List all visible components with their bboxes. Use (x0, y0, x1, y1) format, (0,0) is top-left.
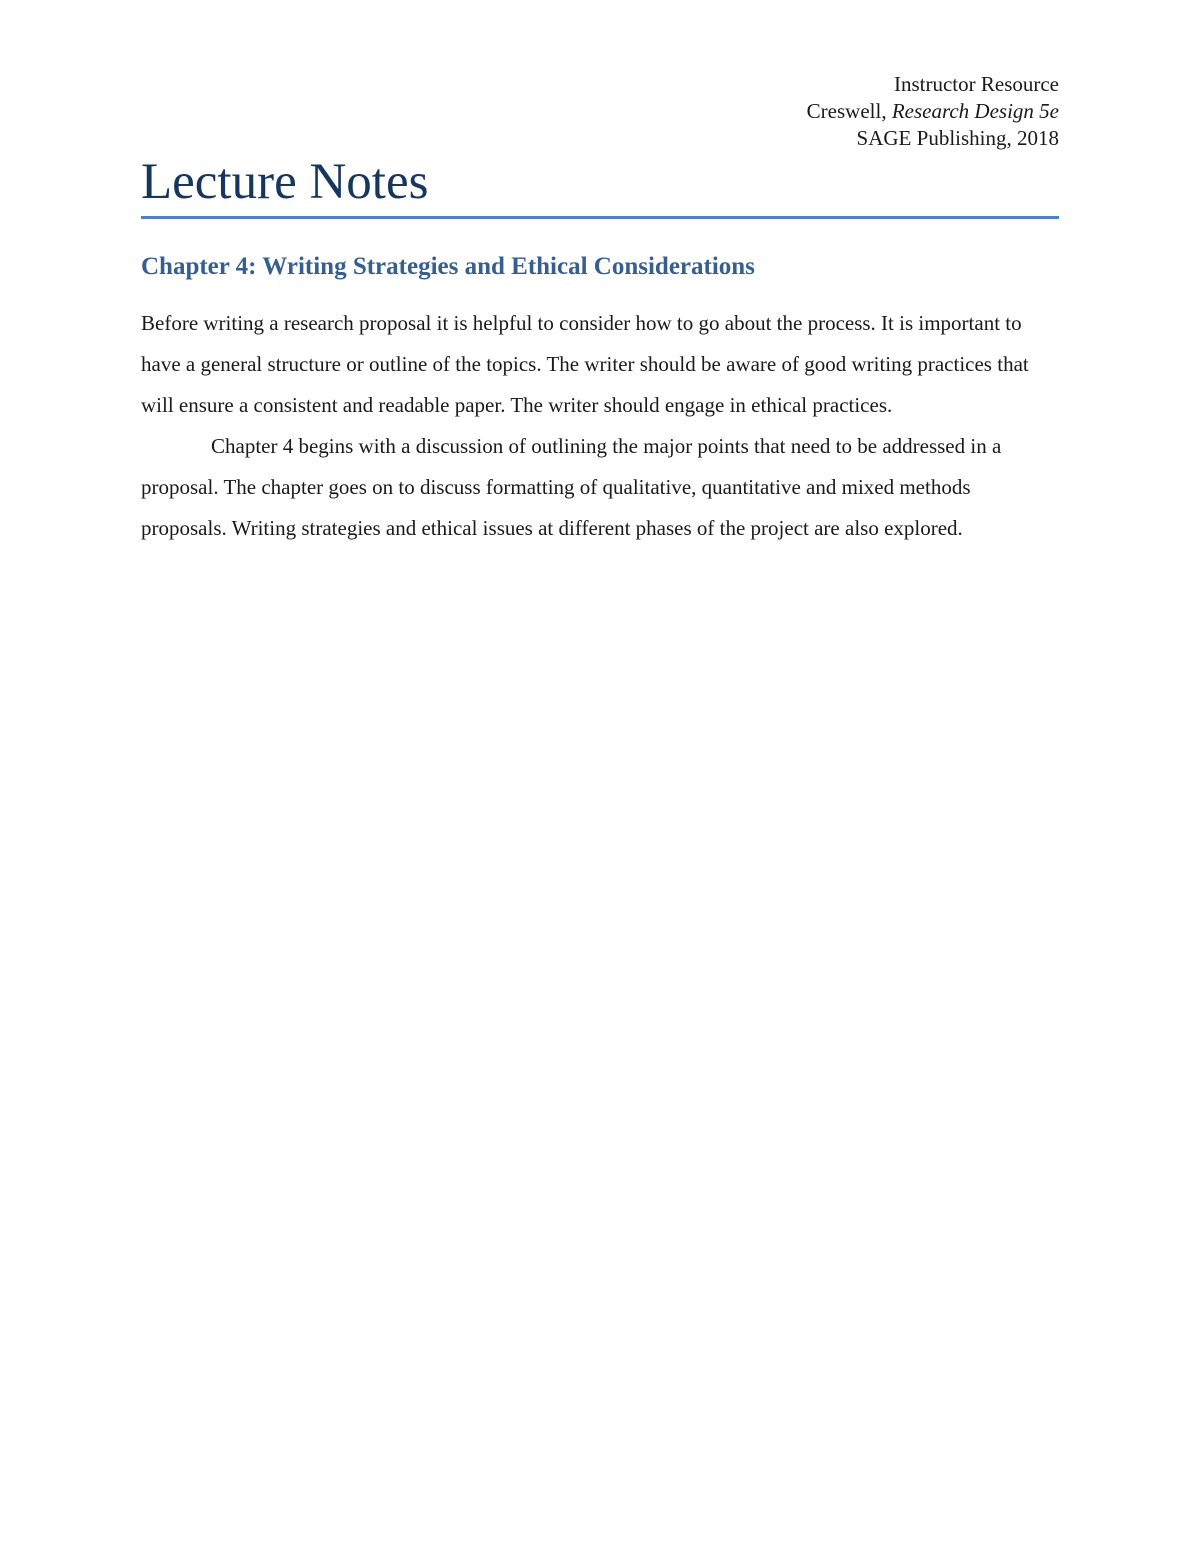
document-title: Lecture Notes (141, 154, 429, 210)
header-book-citation (807, 98, 1059, 125)
header-resource-label: Instructor Resource (893, 72, 1059, 96)
header-book-title: Research Design 5e (891, 99, 1059, 123)
header-publisher: SAGE Publishing, 2018 (856, 126, 1059, 150)
title-divider (141, 216, 1059, 219)
running-header (807, 71, 1059, 152)
header-author: Creswell, (806, 99, 892, 123)
body-text (141, 303, 1061, 549)
paragraph-intro: Before writing a research proposal it is helpful to consider how to go about the process. It is important to have a general structure or outline of the topics. The writer should be aware of good writing practices that will ensure a consistent and readable paper. The writer should engage in ethical practices. (141, 311, 1029, 417)
paragraph-chapter-summary: Chapter 4 begins with a discussion of outlining the major points that need to be addressed in a proposal. The chapter goes on to discuss formatting of qualitative, quantitative and mixed methods proposals. Writing strategies and ethical issues at different phases of the project are also explored. (141, 434, 1002, 540)
chapter-heading: Chapter 4: Writing Strategies and Ethical Considerations (141, 253, 755, 280)
